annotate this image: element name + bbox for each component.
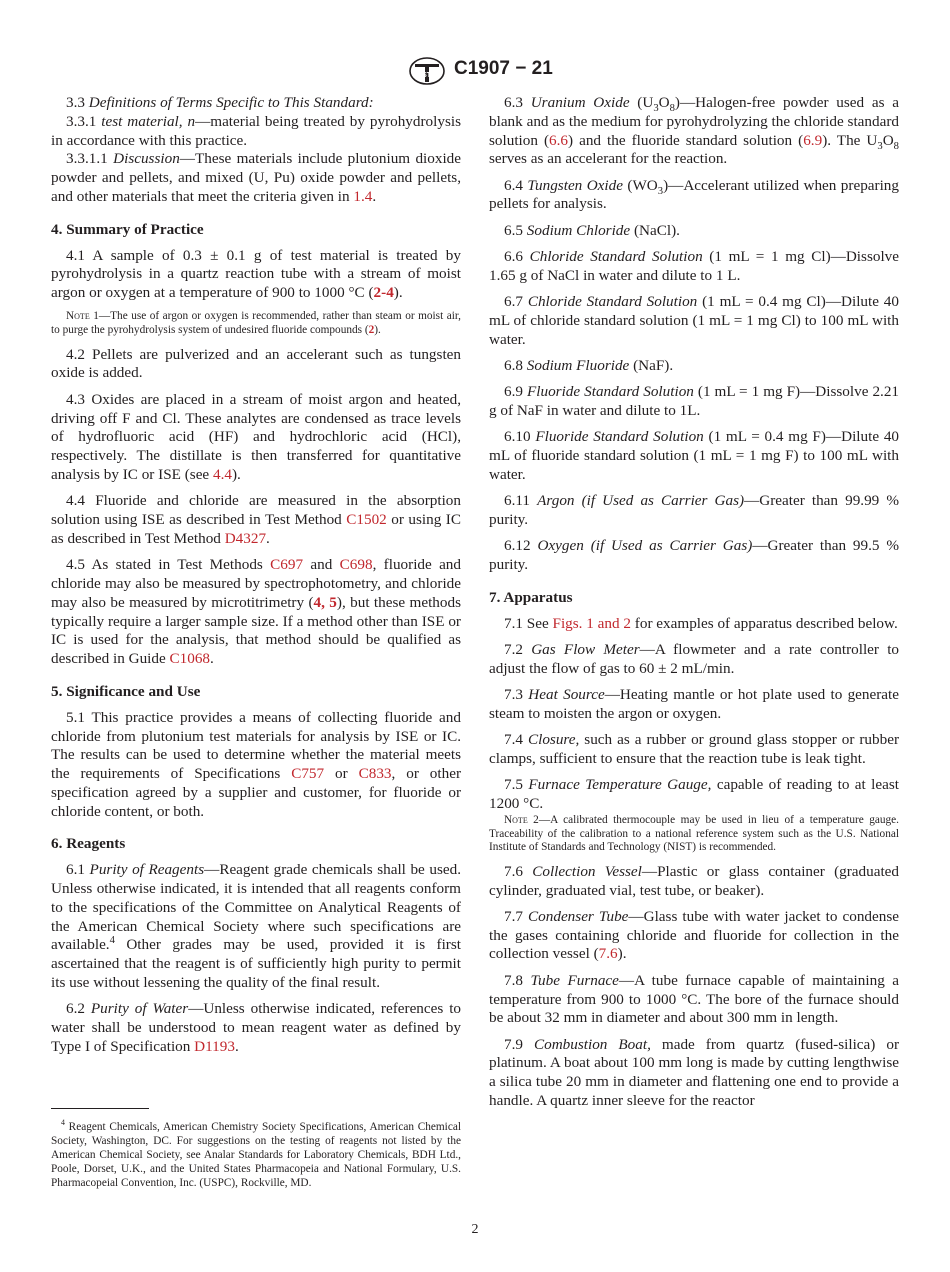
ref-link-2-4[interactable]: 2-4 (373, 284, 394, 302)
section-6-3: 6.3 Uranium Oxide $(U_3O_8)—Halogen$-free powder used as a blank and as the medium for pyrohydrolyzing the chloride standard solution (6.6) and the fluoride standard solution (6.9). The $U_3O_8$ serves as an accelerant for the reaction. (489, 94, 899, 168)
ref-link-d4327[interactable]: D4327 (224, 529, 267, 547)
section-7-5: 7.5 Furnace Temperature Gauge, capable of reading to at least 1200 °C. (489, 776, 900, 813)
ref-link-c697[interactable]: C697 (270, 556, 304, 574)
ref-link-c698[interactable]: C698 (339, 556, 373, 574)
section-7-7: 7.7 Condenser Tube—Glass tube with water jacket to condense the gases containing chloride and fluoride for collection in the collection vessel (7.6). (489, 907, 900, 963)
section-6-heading: 6. Reagents (51, 835, 126, 853)
section-6-1: 6.1 Purity of Reagents—Reagent grade chemicals shall be used. Unless otherwise indicated, it is intended that all reagents conform to the specifications of the Committee on Analytical Reagents of the American Chemical Society where such specifications are available.$^4$ Other grades may be used, provided it is first ascertained that the reagent is of sufficiently high purity to permit its use without lessening the quality of the final result. (51, 861, 461, 992)
footnote-4: $^4$ Reagent Chemicals, American Chemistry Society Specifications, American Chemical Society, Washington, DC. For suggestions on the testing of reagents not listed by the American Chemical Society, see Analar Standards for Laboratory Chemicals, BDH Ltd., Poole, Dorset, U.K., and the United States Pharmacopeia and National Formulary, U.S. Pharmacopeial Convention, Inc. (USPC), Rockville, MD. (51, 1118, 461, 1190)
ref-link-figs-1-2[interactable]: Figs. 1 and 2 (552, 614, 631, 632)
note-1: Note 1—The use of argon or oxygen is recommended, rather than steam or moist air, to purge the pyrohydrolysis system of undesired fluoride compounds (2). (51, 310, 461, 337)
ref-link-4-5[interactable]: 4, 5 (313, 593, 337, 611)
section-7-heading: 7. Apparatus (489, 589, 573, 607)
section-7-8: 7.8 Tube Furnace—A tube furnace capable of maintaining a temperature from 900 to 1000 °C. The bore of the furnace should be about 32 mm in diameter and about 300 mm in length. (489, 971, 899, 1027)
section-7-6: 7.6 Collection Vessel—Plastic or glass container (graduated cylinder, graduated vial, test tube, or beaker). (489, 862, 899, 899)
ref-link-6-9[interactable]: 6.9 (803, 131, 823, 149)
svg-text:ASTM: ASTM (417, 72, 437, 79)
section-3-3-1: 3.3.1 test material, n—material being treated by pyrohydrolysis in accordance with this practice. (51, 112, 462, 149)
section-7-1: 7.1 See Figs. 1 and 2 for examples of apparatus described below. (504, 614, 898, 632)
ref-link-7-6[interactable]: 7.6 (598, 945, 618, 963)
section-7-3: 7.3 Heat Source—Heating mantle or hot plate used to generate steam to moisten the argon or oxygen. (489, 686, 900, 723)
section-5-heading: 5. Significance and Use (51, 682, 201, 700)
standard-designation: C1907 − 21 (454, 58, 553, 79)
ref-link-1-4[interactable]: 1.4 (353, 187, 373, 205)
astm-logo-icon (407, 56, 447, 91)
section-5-1: 5.1 This practice provides a means of collecting fluoride and chloride from plutonium test materials for analysis by ISE or IC. The results can be used to determine whether the material meets the requirements of Specifications C757 or C833, or other specification agreed by a supplier and customer, for fluoride or chloride content, or both. (51, 708, 461, 820)
section-4-2: 4.2 Pellets are pulverized and an accelerant such as tungsten oxide is added. (51, 345, 461, 382)
ref-link-6-6[interactable]: 6.6 (549, 131, 569, 149)
right-column (489, 94, 899, 1118)
section-7-2: 7.2 Gas Flow Meter—A flowmeter and a rate controller to adjust the flow of gas to 60 ± 2 mL/min. (489, 641, 900, 677)
section-4-1: 4.1 A sample of 0.3 ± 0.1 g of test material is treated by pyrohydrolysis in a quartz reaction tube with a stream of moist argon or oxygen at a temperature of 900 to 1000 °C (2-4). (51, 246, 461, 302)
section-4-4: 4.4 Fluoride and chloride are measured in the absorption solution using ISE as described in Test Method C1502 or using IC as described in Test Method D4327. (51, 492, 461, 547)
left-column (51, 94, 461, 1064)
section-7-4: 7.4 Closure, such as a rubber or ground glass stopper or rubber clamps, sufficient to ensure that the reaction tube is leak tight. (489, 731, 900, 768)
note-2: Note 2—A calibrated thermocouple may be used in lieu of a temperature gauge. Traceability of the calibration to a national reference system such as the U.S. National Institute of Standards and Technology (NIST) is recommended. (489, 814, 899, 854)
section-4-3: 4.3 Oxides are placed in a stream of moist argon and heated, driving off F and Cl. These analytes are condensed as trace levels of hydrofluoric acid (HF) and hydrochloric acid (HCl), respectively. The distillate is then transferred for quantitative analysis by IC or ISE (see 4.4). (51, 390, 461, 483)
footnote-ref-4[interactable]: 4 (109, 935, 115, 947)
ref-link-c757[interactable]: C757 (291, 765, 325, 783)
section-6-12: 6.12 Oxygen (if Used as Carrier Gas)—Greater than 99.5 % purity. (489, 537, 900, 574)
section-6-10: 6.10 Fluoride Standard Solution (1 mL = 0.4 mg F)—Dilute 40 mL of fluoride standard solution (1 mL = 1 mg F) to 100 mL with water. (489, 428, 900, 484)
section-6-7: 6.7 Chloride Standard Solution (1 mL = 0.4 mg Cl)—Dilute 40 mL of chloride standard solution (1 mL = 1 mg Cl) to 100 mL with water. (489, 293, 899, 348)
ref-link-4-4[interactable]: 4.4 (212, 465, 232, 483)
section-3-3-1-1: 3.3.1.1 Discussion—These materials include plutonium dioxide powder and pellets, and mixed (U, Pu) oxide powder and pellets, and other materials that meet the criteria given in 1.4. (51, 150, 462, 205)
page-header (0, 56, 950, 86)
page-number: 2 (471, 1222, 479, 1237)
ref-link-c1068[interactable]: C1068 (169, 650, 211, 668)
section-6-11: 6.11 Argon (if Used as Carrier Gas)—Greater than 99.99 % purity. (489, 492, 900, 529)
section-4-heading: 4. Summary of Practice (51, 220, 204, 238)
section-6-6: 6.6 Chloride Standard Solution (1 mL = 1 mg Cl)—Dissolve 1.65 g of NaCl in water and dilute to 1 L. (489, 248, 899, 284)
section-7-9: 7.9 Combustion Boat, made from quartz (fused-silica) or platinum. A boat about 100 mm long is made by cutting lengthwise a silica tube 20 mm in diameter and flattening one end to provide a handle. A quartz inner sleeve for the reactor (489, 1035, 899, 1110)
section-6-5: 6.5 Sodium Chloride (NaCl). (504, 221, 680, 239)
ref-link-2[interactable]: 2 (368, 324, 375, 337)
ref-link-c1502[interactable]: C1502 (346, 511, 387, 529)
section-6-8: 6.8 Sodium Fluoride (NaF). (504, 357, 674, 375)
section-6-2: 6.2 Purity of Water—Unless otherwise indicated, references to water shall be understood to mean reagent water as defined by Type I of Specification D1193. (51, 1000, 462, 1055)
section-4-5: 4.5 As stated in Test Methods C697 and C698, fluoride and chloride may also be measured by spectrophotometry, and chloride may also be measured by microtitrimetry (4, 5), but these methods typically require a larger sample size. If a method other than ISE or IC is used for the analysis, that method should be qualified as described in Guide C1068. (51, 556, 461, 668)
section-3-3-heading: 3.3 Definitions of Terms Specific to This Standard: (66, 94, 374, 111)
footnote-divider (51, 1108, 149, 1109)
section-6-9: 6.9 Fluoride Standard Solution (1 mL = 1 mg F)—Dissolve 2.21 g of NaF in water and dilute to 1L. (489, 383, 900, 420)
section-6-4: 6.4 Tungsten Oxide $(WO_3)—Accelerant$ utilized when preparing pellets for analysis. (489, 176, 899, 213)
ref-link-d1193[interactable]: D1193 (194, 1037, 235, 1055)
ref-link-c833[interactable]: C833 (358, 765, 392, 783)
